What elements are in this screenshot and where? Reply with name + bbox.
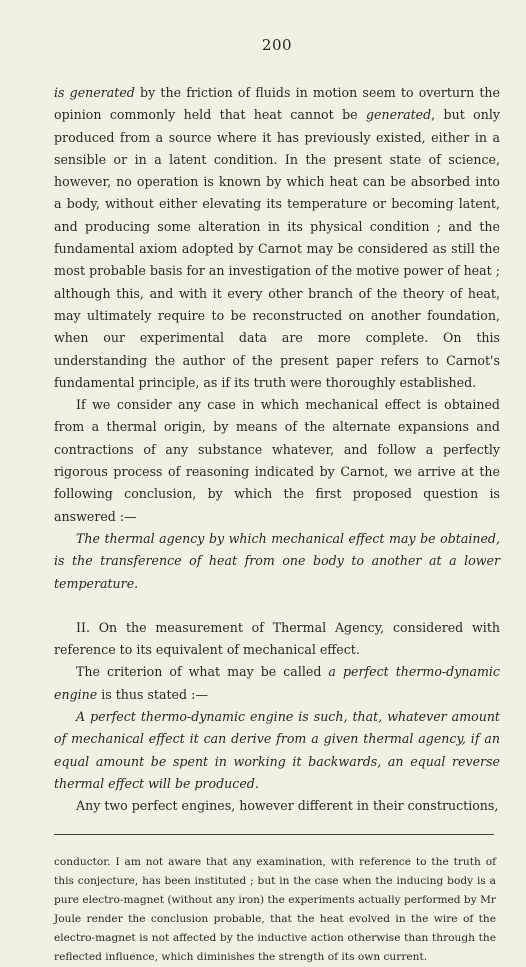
paragraph-two-engines: Any two perfect engines, however different in their constructions, bbox=[76, 798, 499, 814]
paragraph-mechanical-effect: If we consider any case in which mechanical effect is obtained from a thermal origin, by means of the alternate expansions and contractions of any substance whatever, and follow a perfectly rigorous process of reasoning indicated by Carnot, we arrive at the following conclusion, by which the first proposed question is answered :— bbox=[54, 397, 500, 524]
section-gap bbox=[54, 595, 500, 617]
footnote: conductor. I am not aware that any examination, with reference to the truth of this conjecture, has been instituted ; but in the case when the inducing body is a pure electro-magnet (without any iron) the experiments actually performed by Mr Joule render the conclusion probable, that the heat evolved in the wire of the electro-magnet is not affected by the inductive action otherwise than through the reflected influence, which diminishes the strength of its own current. bbox=[54, 855, 496, 963]
paragraph-text-2: , but only produced from a source where it has previously existed, either in a sensible or in a latent condition. In the present state of science, however, no operation is known by which heat can be absorbed into a body, without either elevating its temperature or becoming latent, and producing some alteration in its physical condition ; and the fundamental axiom adopted by Carnot may be considered as still the most probable basis for an investigation of the motive power of heat ; although this, and with it every other branch of the theory of heat, may ultimately require to be reconstructed on another foundation, when our experimental data are more complete. On this understanding the author of the present paper refers to Carnot's fundamental principle, as if its truth were thoroughly established. bbox=[54, 107, 500, 390]
section-heading-ii: II. On the measurement of Thermal Agency, considered with reference to its equivalent of mechanical effect. bbox=[54, 619, 500, 658]
paragraph-continuation bbox=[54, 82, 500, 394]
criterion-tail: is thus stated :— bbox=[97, 686, 208, 702]
paragraph-perfect-engine-definition: A perfect thermo-dynamic engine is such, that, whatever amount of mechanical effect it can derive from a given thermal agency, if an equal amount be spent in working it backwards, an equal reverse thermal effect will be produced. bbox=[54, 709, 500, 791]
footnote-rule bbox=[54, 834, 494, 835]
paragraph-criterion bbox=[54, 661, 500, 706]
paragraph-thermal-agency-statement: The thermal agency by which mechanical effect may be obtained, is the transference of heat from one body to another at a lower temperature. bbox=[54, 530, 500, 591]
criterion-lead: The criterion of what may be called bbox=[76, 664, 329, 680]
emphasis-generated: is generated bbox=[54, 85, 135, 100]
page-number: 200 bbox=[261, 36, 293, 54]
paragraph-text: by the friction of fluids in motion seem to overturn the opinion commonly held that heat cannot be bbox=[54, 85, 500, 123]
criterion-emphasis: a perfect thermo-dynamic engine bbox=[54, 664, 500, 702]
emphasis-generated-2: generated bbox=[365, 107, 432, 123]
